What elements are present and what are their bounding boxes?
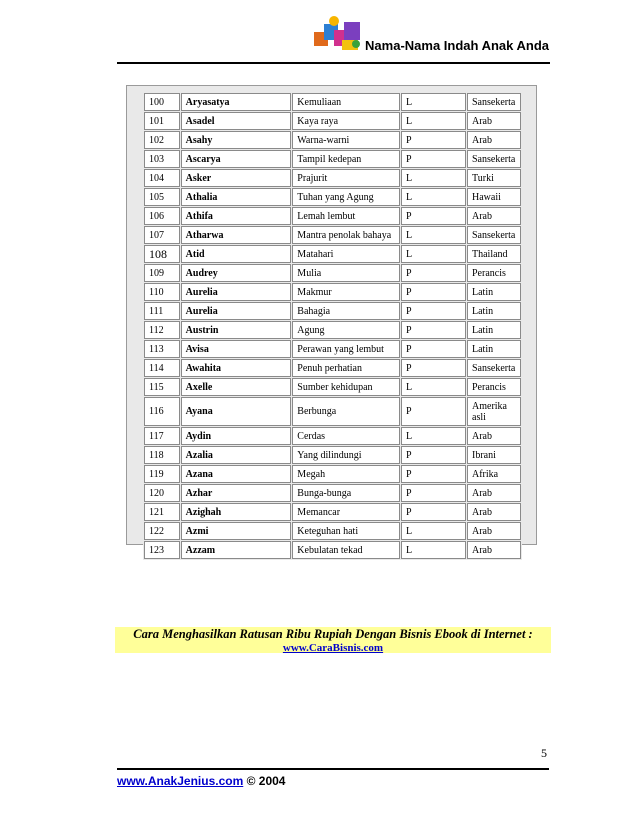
cell-meaning: Matahari: [292, 245, 400, 263]
cell-meaning: Kaya raya: [292, 112, 400, 130]
cell-gender: P: [401, 446, 466, 464]
cell-name: Asker: [181, 169, 292, 187]
cell-origin: Arab: [467, 207, 521, 225]
cell-name: Aryasatya: [181, 93, 292, 111]
cell-meaning: Bunga-bunga: [292, 484, 400, 502]
cell-name: Ascarya: [181, 150, 292, 168]
table-row: [144, 302, 521, 320]
cell-gender: L: [401, 93, 466, 111]
footer-divider: [117, 768, 549, 770]
cell-meaning: Memancar: [292, 503, 400, 521]
cell-name: Axelle: [181, 378, 292, 396]
cell-name: Avisa: [181, 340, 292, 358]
table-row: [144, 264, 521, 282]
cell-gender: P: [401, 484, 466, 502]
cell-origin: Sansekerta: [467, 226, 521, 244]
table-row: [144, 427, 521, 445]
cell-gender: L: [401, 245, 466, 263]
cell-name: Azana: [181, 465, 292, 483]
cell-origin: Arab: [467, 427, 521, 445]
cell-origin: Sansekerta: [467, 93, 521, 111]
cell-origin: Arab: [467, 131, 521, 149]
cell-meaning: Kebulatan tekad: [292, 541, 400, 559]
cell-meaning: Tampil kedepan: [292, 150, 400, 168]
cell-gender: L: [401, 427, 466, 445]
cell-origin: Hawaii: [467, 188, 521, 206]
cell-number: 106: [144, 207, 180, 225]
cell-gender: P: [401, 131, 466, 149]
table-row: [144, 378, 521, 396]
cell-name: Atid: [181, 245, 292, 263]
cell-name: Aurelia: [181, 302, 292, 320]
cell-number: 111: [144, 302, 180, 320]
cell-meaning: Sumber kehidupan: [292, 378, 400, 396]
cell-origin: Thailand: [467, 245, 521, 263]
cell-gender: L: [401, 378, 466, 396]
cell-number: 121: [144, 503, 180, 521]
cell-gender: P: [401, 207, 466, 225]
cell-origin: Arab: [467, 503, 521, 521]
cell-origin: Perancis: [467, 378, 521, 396]
cell-number: 109: [144, 264, 180, 282]
cell-number: 102: [144, 131, 180, 149]
cell-origin: Arab: [467, 541, 521, 559]
table-row: [144, 522, 521, 540]
cell-meaning: Cerdas: [292, 427, 400, 445]
header-title: Nama-Nama Indah Anak Anda: [365, 38, 549, 53]
cell-gender: L: [401, 226, 466, 244]
cell-number: 108: [144, 245, 180, 263]
table-row: [144, 503, 521, 521]
cell-name: Azmi: [181, 522, 292, 540]
cell-name: Athalia: [181, 188, 292, 206]
cell-origin: Latin: [467, 321, 521, 339]
cell-name: Austrin: [181, 321, 292, 339]
cell-origin: Arab: [467, 484, 521, 502]
cell-meaning: Mulia: [292, 264, 400, 282]
table-row: [144, 169, 521, 187]
promo-banner: [115, 627, 551, 653]
table-row: [144, 321, 521, 339]
cell-number: 118: [144, 446, 180, 464]
cell-meaning: Keteguhan hati: [292, 522, 400, 540]
cell-meaning: Yang dilindungi: [292, 446, 400, 464]
cell-name: Azhar: [181, 484, 292, 502]
cell-number: 115: [144, 378, 180, 396]
table-row: [144, 541, 521, 559]
cell-meaning: Mantra penolak bahaya: [292, 226, 400, 244]
table-row: [144, 131, 521, 149]
cell-gender: P: [401, 150, 466, 168]
cell-meaning: Lemah lembut: [292, 207, 400, 225]
cell-number: 116: [144, 397, 180, 426]
cell-meaning: Penuh perhatian: [292, 359, 400, 377]
cell-name: Azalia: [181, 446, 292, 464]
cell-gender: P: [401, 264, 466, 282]
cell-meaning: Perawan yang lembut: [292, 340, 400, 358]
table-row: [144, 446, 521, 464]
cell-gender: L: [401, 522, 466, 540]
footer: [117, 774, 285, 788]
cell-name: Asadel: [181, 112, 292, 130]
cell-meaning: Tuhan yang Agung: [292, 188, 400, 206]
cell-origin: Sansekerta: [467, 150, 521, 168]
cell-origin: Arab: [467, 112, 521, 130]
cell-origin: Perancis: [467, 264, 521, 282]
cell-number: 105: [144, 188, 180, 206]
header-divider: [117, 62, 550, 64]
cell-meaning: Prajurit: [292, 169, 400, 187]
cell-gender: P: [401, 397, 466, 426]
cell-gender: P: [401, 283, 466, 301]
cell-name: Ayana: [181, 397, 292, 426]
header-logo-icon: [312, 14, 364, 52]
cell-number: 113: [144, 340, 180, 358]
cell-meaning: Agung: [292, 321, 400, 339]
table-row: [144, 340, 521, 358]
table-row: [144, 226, 521, 244]
cell-origin: Ibrani: [467, 446, 521, 464]
cell-gender: P: [401, 340, 466, 358]
cell-origin: Sansekerta: [467, 359, 521, 377]
table-row: [144, 93, 521, 111]
cell-gender: L: [401, 541, 466, 559]
cell-meaning: Warna-warni: [292, 131, 400, 149]
names-table: [143, 92, 522, 560]
cell-gender: P: [401, 503, 466, 521]
cell-gender: L: [401, 112, 466, 130]
table-row: [144, 397, 521, 426]
cell-name: Awahita: [181, 359, 292, 377]
cell-origin: Turki: [467, 169, 521, 187]
table-row: [144, 188, 521, 206]
cell-origin: Latin: [467, 283, 521, 301]
cell-name: Asahy: [181, 131, 292, 149]
cell-number: 104: [144, 169, 180, 187]
table-row: [144, 112, 521, 130]
cell-gender: L: [401, 188, 466, 206]
cell-gender: P: [401, 321, 466, 339]
cell-meaning: Makmur: [292, 283, 400, 301]
table-row: [144, 484, 521, 502]
cell-origin: Latin: [467, 302, 521, 320]
cell-number: 112: [144, 321, 180, 339]
cell-gender: P: [401, 465, 466, 483]
table-row: [144, 465, 521, 483]
cell-name: Athifa: [181, 207, 292, 225]
cell-number: 120: [144, 484, 180, 502]
cell-number: 117: [144, 427, 180, 445]
cell-origin: Afrika: [467, 465, 521, 483]
cell-name: Azighah: [181, 503, 292, 521]
table-row: [144, 150, 521, 168]
cell-meaning: Kemuliaan: [292, 93, 400, 111]
cell-number: 110: [144, 283, 180, 301]
cell-number: 103: [144, 150, 180, 168]
cell-name: Aurelia: [181, 283, 292, 301]
table-row: [144, 359, 521, 377]
cell-gender: L: [401, 169, 466, 187]
cell-meaning: Megah: [292, 465, 400, 483]
cell-name: Atharwa: [181, 226, 292, 244]
cell-name: Azzam: [181, 541, 292, 559]
table-row: [144, 283, 521, 301]
cell-gender: P: [401, 302, 466, 320]
promo-text: Cara Menghasilkan Ratusan Ribu Rupiah Dengan Bisnis Ebook di Internet :: [133, 627, 533, 641]
cell-origin: Amerika asli: [467, 397, 521, 426]
cell-number: 114: [144, 359, 180, 377]
cell-number: 100: [144, 93, 180, 111]
cell-number: 119: [144, 465, 180, 483]
cell-meaning: Berbunga: [292, 397, 400, 426]
cell-name: Aydin: [181, 427, 292, 445]
cell-name: Audrey: [181, 264, 292, 282]
cell-number: 107: [144, 226, 180, 244]
cell-origin: Latin: [467, 340, 521, 358]
table-row: [144, 245, 521, 263]
cell-number: 122: [144, 522, 180, 540]
cell-origin: Arab: [467, 522, 521, 540]
cell-meaning: Bahagia: [292, 302, 400, 320]
footer-copyright: © 2004: [243, 774, 286, 788]
cell-number: 101: [144, 112, 180, 130]
page-number: 5: [541, 746, 547, 760]
cell-gender: P: [401, 359, 466, 377]
promo-link[interactable]: www.CaraBisnis.com: [282, 642, 384, 654]
footer-link[interactable]: www.AnakJenius.com: [117, 774, 244, 788]
cell-number: 123: [144, 541, 180, 559]
table-row: [144, 207, 521, 225]
